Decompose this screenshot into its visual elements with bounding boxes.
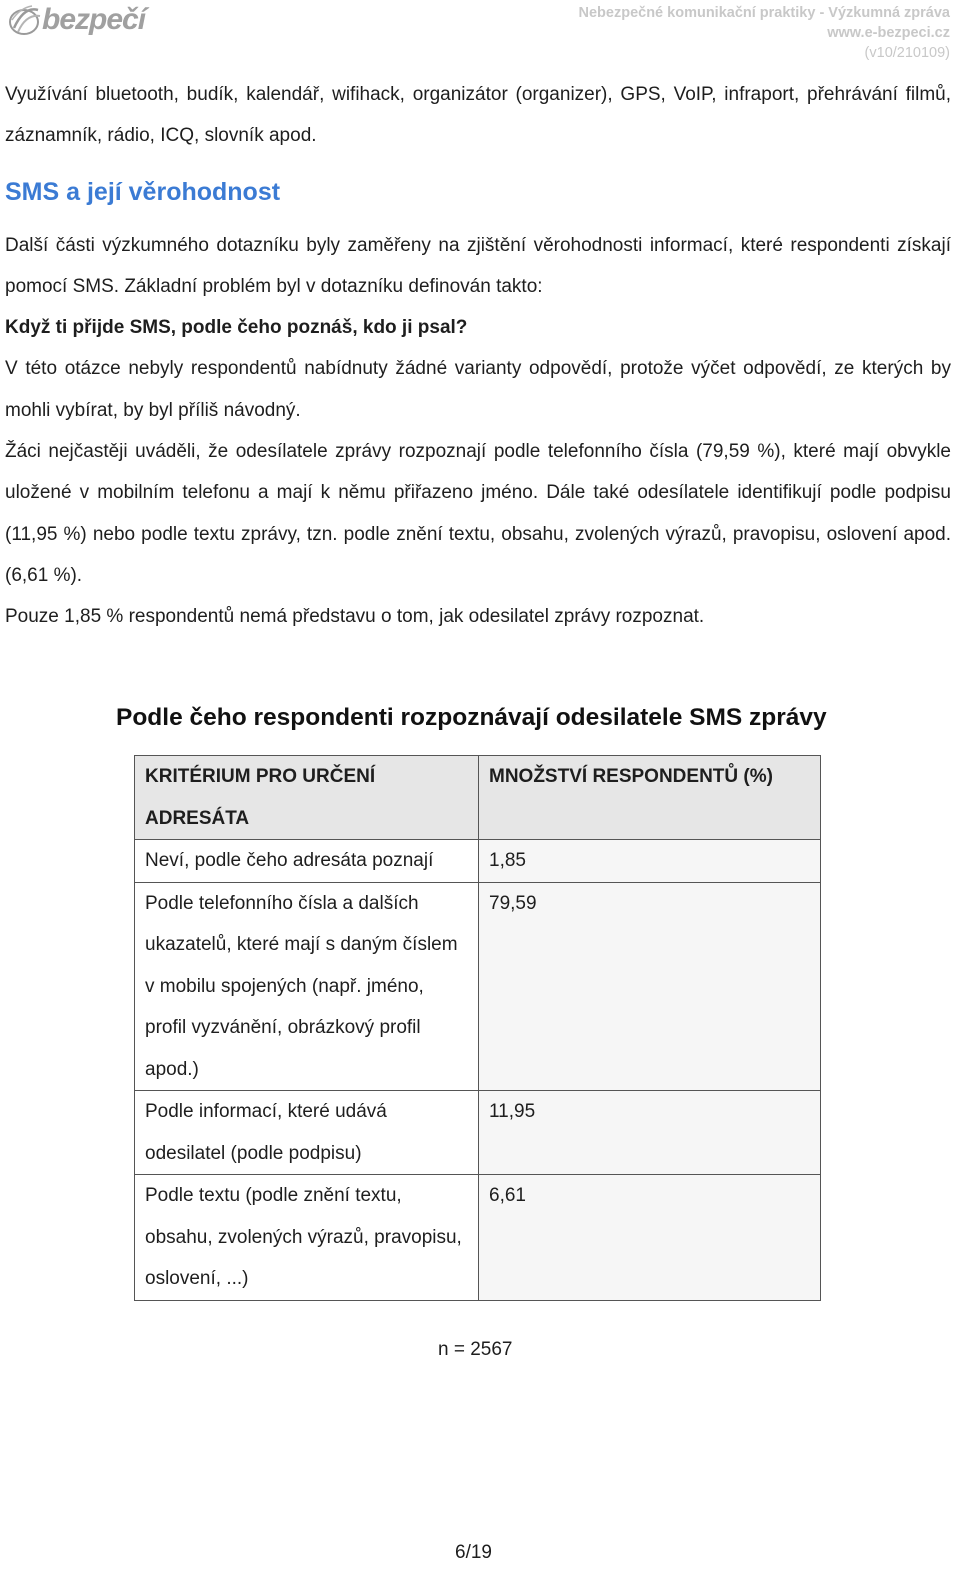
page-number: 6/19 — [455, 1542, 492, 1563]
header-criterion: KRITÉRIUM PRO URČENÍ ADRESÁTA — [135, 756, 479, 840]
page-header — [0, 0, 960, 70]
paragraph-2: V této otázce nebyly respondentů nabídnuty žádné varianty odpovědí, protože výčet odpovědí, ze kterých by mohli vybírat, by byl příliš návodný. — [5, 358, 951, 421]
criterion-cell: Podle informací, které udává odesilatel (podle podpisu) — [135, 1091, 479, 1175]
paragraph-4: Pouze 1,85 % respondentů nemá představu o tom, jak odesilatel zprávy rozpoznat. — [5, 606, 705, 628]
criterion-cell: Podle telefonního čísla a dalších ukazatelů, které mají s daným číslem v mobilu spojených (např. jméno, profil vyzvánění, obrázkový profil apod.) — [135, 882, 479, 1091]
intro-paragraph: Využívání bluetooth, budík, kalendář, wifihack, organizátor (organizer), GPS, VoIP, infraport, přehrávání filmů, záznamník, rádio, ICQ, slovník apod. — [5, 84, 951, 147]
value-cell: 6,61 — [479, 1175, 821, 1301]
value-cell: 1,85 — [479, 840, 821, 883]
page-content — [5, 74, 951, 638]
results-table — [134, 755, 821, 1301]
report-title: Nebezpečné komunikační praktiky - Výzkumná zpráva — [578, 5, 950, 21]
table-row — [135, 882, 821, 1091]
criterion-cell: Podle textu (podle znění textu, obsahu, zvolených výrazů, pravopisu, oslovení, ...) — [135, 1175, 479, 1301]
section-title: SMS a její věrohodnost — [5, 177, 281, 206]
value-cell: 79,59 — [479, 882, 821, 1091]
table-header-row — [135, 756, 821, 840]
paragraph-3: Žáci nejčastěji uváděli, že odesílatele zprávy rozpoznají podle telefonního čísla (79,59 %), které mají obvykle uložené v mobilním telefonu a mají k němu přiřazeno jméno. Dále také odesílatele identifikují podle podpisu (11,95 %) nebo podle textu zprávy, tzn. podle znění textu, obsahu, zvolených výrazů, pravopisu, oslovení apod. (6,61 %). — [5, 441, 951, 586]
header-respondents: MNOŽSTVÍ RESPONDENTŮ (%) — [479, 756, 821, 840]
criterion-cell: Neví, podle čeho adresáta poznají — [135, 840, 479, 883]
table-row — [135, 1091, 821, 1175]
survey-question: Když ti přijde SMS, podle čeho poznáš, kdo ji psal? — [5, 317, 468, 339]
table-row — [135, 840, 821, 883]
header-info — [579, 3, 951, 63]
value-cell: 11,95 — [479, 1091, 821, 1175]
paragraph-1: Další části výzkumného dotazníku byly zaměřeny na zjištění věrohodnosti informací, které respondenti získají pomocí SMS. Základní problém byl v dotazníku definován takto: — [5, 234, 951, 297]
version-label: (v10/210109) — [864, 45, 950, 61]
table-title: Podle čeho respondenti rozpoznávají odesilatele SMS zprávy — [116, 704, 827, 731]
bezpeci-logo-icon — [6, 2, 46, 38]
website-url[interactable]: www.e-bezpeci.cz — [827, 25, 950, 41]
logo — [6, 2, 145, 38]
sample-size: n = 2567 — [438, 1339, 513, 1360]
table-row — [135, 1175, 821, 1301]
logo-text: bezpečí — [42, 3, 146, 36]
